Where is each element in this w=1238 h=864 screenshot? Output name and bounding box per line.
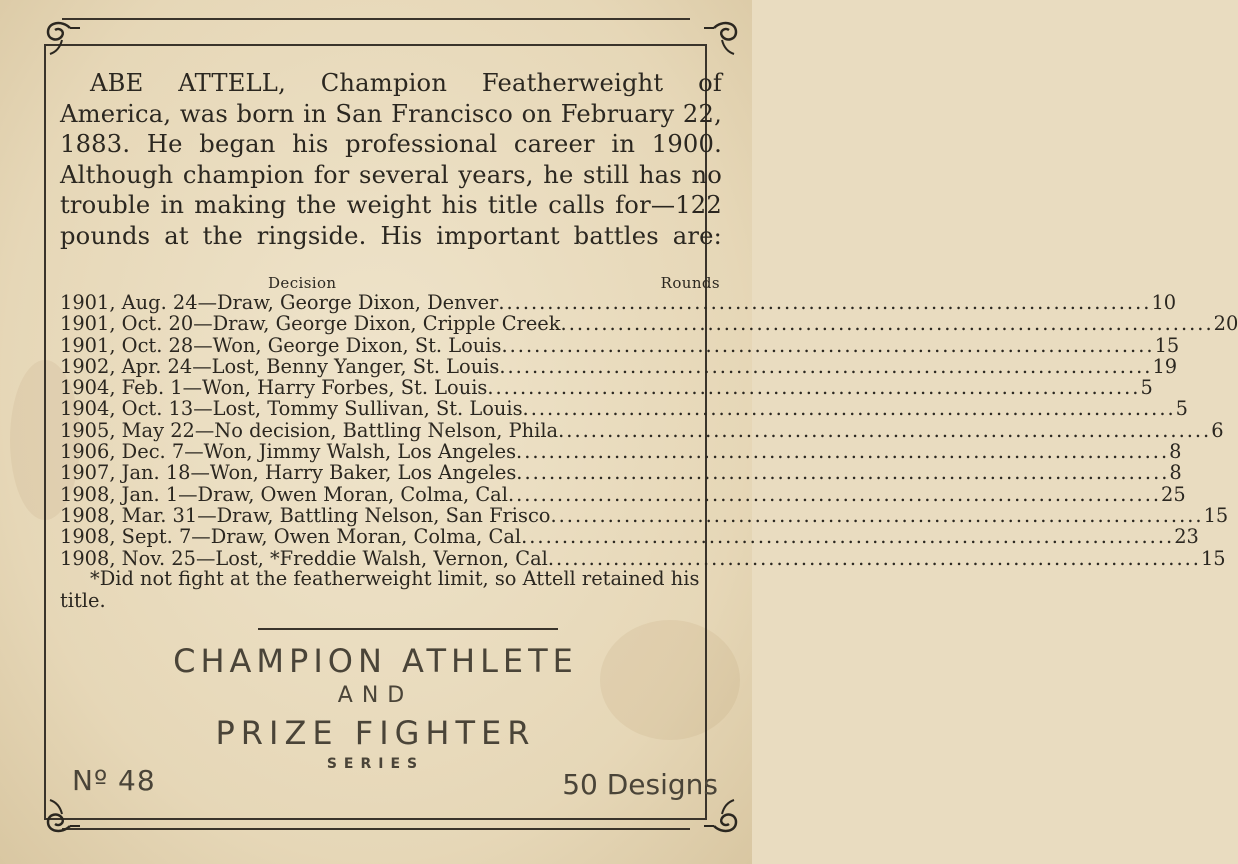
dot-leader: ................................................................................ xyxy=(522,397,1176,421)
fight-record-list xyxy=(60,291,1238,570)
fight-row xyxy=(60,440,1182,464)
fight-rounds: 10 xyxy=(1151,291,1177,314)
dot-leader: ................................................................................ xyxy=(521,525,1175,549)
designs-count: 50 Designs xyxy=(562,768,718,801)
footnote xyxy=(60,568,720,611)
fight-row xyxy=(60,312,1238,336)
fight-row xyxy=(60,333,1180,357)
bottom-rule xyxy=(62,828,690,830)
dot-leader: ................................................................................ xyxy=(499,354,1153,378)
dot-leader: ................................................................................ xyxy=(547,546,1201,570)
fight-rounds: 23 xyxy=(1174,525,1199,549)
fight-description: 1908, Mar. 31—Draw, Battling Nelson, San Frisco xyxy=(60,503,551,527)
dot-leader: ................................................................................ xyxy=(516,440,1170,464)
fight-description: 1904, Feb. 1—Won, Harry Forbes, St. Louis xyxy=(60,376,488,400)
footnote-text: *Did not fight at the featherweight limit, so Attell retained his title. xyxy=(60,567,700,612)
fight-rounds: 19 xyxy=(1152,354,1178,378)
fight-row xyxy=(60,418,1224,442)
divider-rule xyxy=(258,628,558,630)
biography-text: ABE ATTELL, Champion Featherweight of America, was born in San Francisco on February 22, 1883. He began his professional career in 1900. Although champion for several years, he still has no trouble in making the weight his title calls for—122 pounds at the ringside. His important battles are: xyxy=(60,69,722,250)
fight-rounds: 20 xyxy=(1213,312,1238,336)
series-title-line-1: CHAMPION ATHLETE xyxy=(173,642,578,680)
biography-paragraph xyxy=(60,68,722,251)
decision-column-header: Decision xyxy=(268,274,337,292)
fight-rounds: 15 xyxy=(1154,333,1180,357)
fight-rounds: 15 xyxy=(1203,503,1229,527)
dot-leader: ................................................................................ xyxy=(507,482,1162,506)
fight-rounds: 8 xyxy=(1169,440,1182,464)
fight-rounds: 6 xyxy=(1211,418,1224,442)
fight-description: 1901, Oct. 28—Won, George Dixon, St. Louis xyxy=(60,333,502,357)
fight-description: 1908, Sept. 7—Draw, Owen Moran, Colma, Cal xyxy=(60,525,522,549)
fight-row xyxy=(60,376,1153,400)
series-title-line-2: AND xyxy=(337,683,414,708)
rounds-column-header: Rounds xyxy=(660,274,720,292)
dot-leader: ................................................................................ xyxy=(487,376,1141,400)
fight-row xyxy=(60,503,1229,527)
fight-description: 1907, Jan. 18—Won, Harry Baker, Los Angeles xyxy=(60,461,517,485)
fight-description: 1901, Oct. 20—Draw, George Dixon, Cripple Creek xyxy=(60,312,561,336)
fight-rounds: 8 xyxy=(1169,461,1182,485)
fight-row xyxy=(60,546,1226,570)
fight-description: 1908, Nov. 25—Lost, *Freddie Walsh, Vernon, Cal xyxy=(60,546,548,570)
fight-description: 1908, Jan. 1—Draw, Owen Moran, Colma, Cal xyxy=(60,482,508,506)
dot-leader: ................................................................................ xyxy=(550,503,1204,527)
card-number: Nº 48 xyxy=(72,764,156,797)
fight-rounds: 15 xyxy=(1200,546,1226,570)
top-rule xyxy=(62,18,690,20)
fight-rounds: 25 xyxy=(1161,482,1186,506)
dot-leader: ................................................................................ xyxy=(498,291,1152,314)
scroll-ornament-icon xyxy=(40,14,84,58)
dot-leader: ................................................................................ xyxy=(516,461,1170,485)
fight-description: 1904, Oct. 13—Lost, Tommy Sullivan, St. Louis xyxy=(60,397,523,421)
fight-row xyxy=(60,291,1177,314)
fight-rounds: 5 xyxy=(1175,397,1188,421)
scroll-ornament-icon xyxy=(40,796,84,840)
dot-leader: ................................................................................ xyxy=(558,418,1212,442)
fight-row xyxy=(60,397,1188,421)
series-title-line-3: PRIZE FIGHTER xyxy=(215,714,536,752)
fight-row xyxy=(60,525,1199,549)
fight-rounds: 5 xyxy=(1140,376,1153,400)
fight-description: 1901, Aug. 24—Draw, George Dixon, Denver xyxy=(60,291,499,314)
dot-leader: ................................................................................ xyxy=(560,312,1214,336)
fight-description: 1906, Dec. 7—Won, Jimmy Walsh, Los Angeles xyxy=(60,440,517,464)
scroll-ornament-icon xyxy=(700,796,744,840)
fight-row xyxy=(60,354,1178,378)
fight-row xyxy=(60,461,1182,485)
series-title-line-4: SERIES xyxy=(326,756,425,772)
scroll-ornament-icon xyxy=(700,14,744,58)
fight-description: 1905, May 22—No decision, Battling Nelson, Phila xyxy=(60,418,559,442)
dot-leader: ................................................................................ xyxy=(501,333,1155,357)
fight-description: 1902, Apr. 24—Lost, Benny Yanger, St. Louis xyxy=(60,354,500,378)
fight-table-header xyxy=(60,274,720,292)
fight-row xyxy=(60,482,1186,506)
